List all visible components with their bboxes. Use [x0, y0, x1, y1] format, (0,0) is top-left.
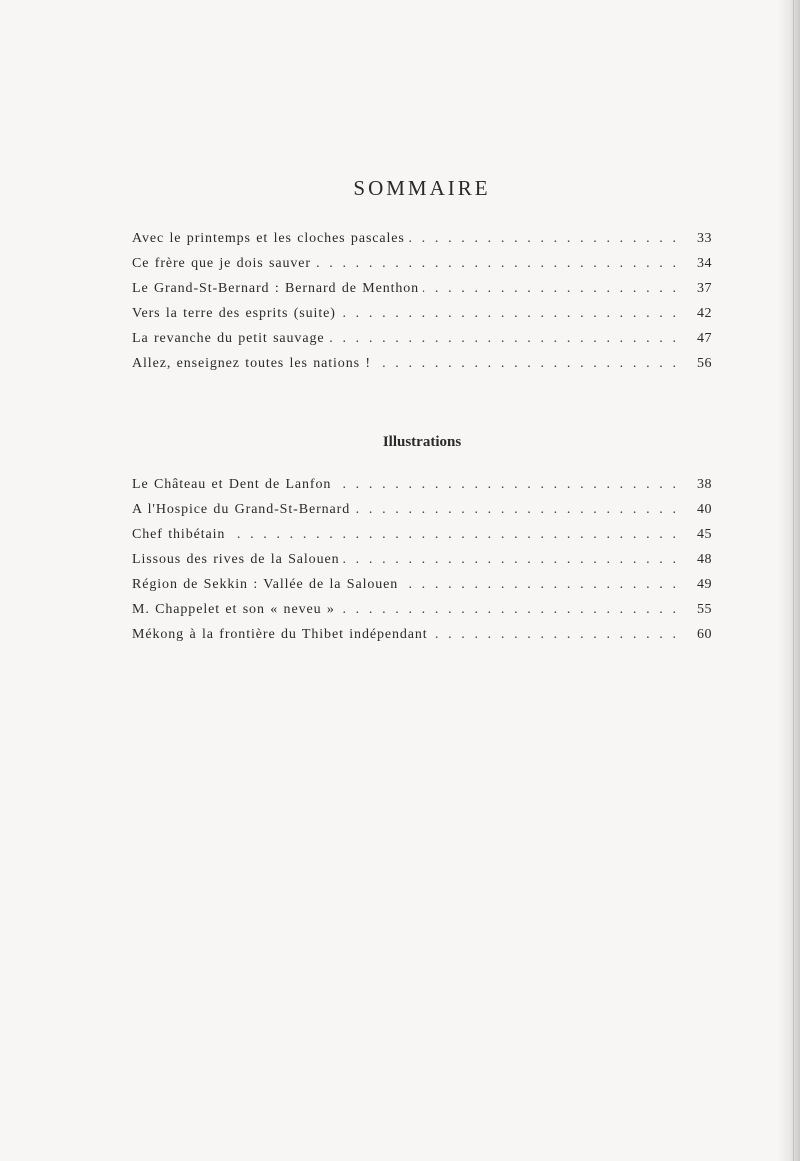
illustration-entry-page: 60: [697, 627, 712, 642]
page-edge-shadow: [778, 0, 800, 1161]
illustration-entry: [132, 552, 712, 577]
illustration-entry-label: Le Château et Dent de Lanfon: [132, 477, 332, 492]
toc-entry-page: 37: [697, 281, 712, 296]
page-edge-line: [793, 0, 794, 1161]
illustration-entry-label: Région de Sekkin : Vallée de la Salouen: [132, 577, 399, 592]
toc-entry: [132, 356, 712, 381]
illustration-entry-page: 55: [697, 602, 712, 617]
toc-entry-label: La revanche du petit sauvage: [132, 331, 325, 346]
illustration-entry-page: 48: [697, 552, 712, 567]
toc-entry: [132, 306, 712, 331]
illustrations-list: [132, 477, 712, 652]
dot-leader: [339, 602, 676, 618]
illustration-entry-label: M. Chappelet et son « neveu »: [132, 602, 335, 617]
toc-entry-label: Ce frère que je dois sauver: [132, 256, 311, 271]
illustration-entry-label: A l'Hospice du Grand-St-Bernard: [132, 502, 351, 517]
illustration-entry: [132, 527, 712, 552]
toc-entry-page: 33: [697, 231, 712, 246]
toc-entry-label: Le Grand-St-Bernard : Bernard de Menthon: [132, 281, 420, 296]
illustration-entry-label: Lissous des rives de la Salouen: [132, 552, 340, 567]
contents-list: [132, 231, 712, 381]
toc-entry: [132, 281, 712, 306]
illustration-entry: [132, 602, 712, 627]
toc-entry-page: 47: [697, 331, 712, 346]
illustration-entry: [132, 502, 712, 527]
dot-leader: [402, 577, 676, 593]
dot-leader: [340, 306, 676, 322]
dot-leader: [315, 256, 676, 272]
toc-entry: [132, 331, 712, 356]
illustration-entry-page: 40: [697, 502, 712, 517]
dot-leader: [229, 527, 676, 543]
dot-leader: [423, 281, 676, 297]
toc-entry-label: Allez, enseignez toutes les nations !: [132, 356, 371, 371]
toc-entry-page: 42: [697, 306, 712, 321]
illustration-entry-page: 38: [697, 477, 712, 492]
toc-entry-label: Avec le printemps et les cloches pascales: [132, 231, 405, 246]
dot-leader: [328, 331, 676, 347]
toc-entry: [132, 231, 712, 256]
dot-leader: [375, 356, 676, 372]
toc-entry-label: Vers la terre des esprits (suite): [132, 306, 336, 321]
illustration-entry-label: Chef thibétain: [132, 527, 226, 542]
toc-entry-page: 56: [697, 356, 712, 371]
illustration-entry: [132, 577, 712, 602]
dot-leader: [354, 502, 676, 518]
dot-leader: [432, 627, 676, 643]
dot-leader: [409, 231, 676, 247]
illustrations-heading: Illustrations: [382, 434, 462, 450]
toc-entry: [132, 256, 712, 281]
illustration-entry: [132, 477, 712, 502]
dot-leader: [343, 552, 676, 568]
page-title: SOMMAIRE: [353, 176, 491, 200]
dot-leader: [335, 477, 676, 493]
illustration-entry-label: Mékong à la frontière du Thibet indépendant: [132, 627, 428, 642]
illustration-entry: [132, 627, 712, 652]
illustration-entry-page: 45: [697, 527, 712, 542]
illustration-entry-page: 49: [697, 577, 712, 592]
toc-entry-page: 34: [697, 256, 712, 271]
